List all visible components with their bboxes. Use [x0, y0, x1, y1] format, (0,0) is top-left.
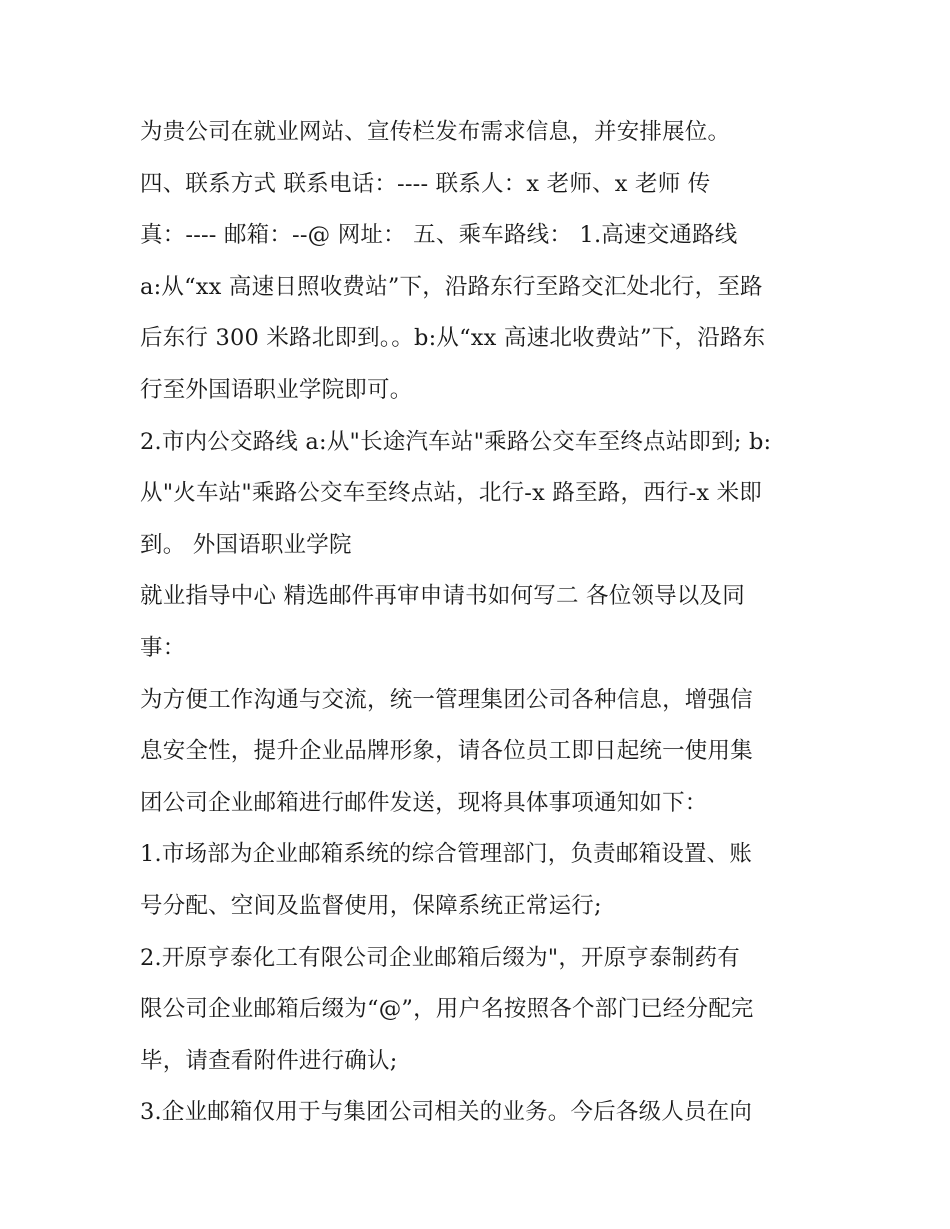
text-line: 为贵公司在就业网站、宣传栏发布需求信息，并安排展位。	[140, 119, 731, 145]
text-line: 号分配、空间及监督使用，保障系统正常运行;	[140, 892, 602, 919]
text-line: 为方便工作沟通与交流，统一管理集团公司各种信息，增强信	[140, 686, 753, 713]
text-line: 限公司企业邮箱后缀为“@”，用户名按照各个部门已经分配完	[140, 996, 754, 1023]
text-line: 团公司企业邮箱进行邮件发送，现将具体事项通知如下：	[140, 789, 708, 816]
text-line: 2.开原亨泰化工有限公司企业邮箱后缀为"，开原亨泰制药有	[140, 944, 740, 971]
text-line: 息安全性，提升企业品牌形象，请各位员工即日起统一使用集	[140, 738, 753, 765]
text-line: 后东行 300 米路北即到。。b:从“xx 高速北收费站”下，沿路东	[140, 325, 766, 352]
text-line: 行至外国语职业学院即可。	[140, 376, 413, 403]
text-line: 2.市内公交路线 a:从"长途汽车站"乘路公交车至终点站即到; b:	[140, 428, 772, 455]
text-line: 事：	[140, 634, 186, 661]
text-line: 真：---- 邮箱：--@ 网址： 五、乘车路线： 1.高速交通路线	[140, 222, 738, 249]
document-body	[140, 107, 820, 1139]
text-line: 四、联系方式 联系电话：---- 联系人：x 老师、x 老师 传	[140, 170, 711, 197]
text-line: 就业指导中心 精选邮件再审申请书如何写二 各位领导以及同	[140, 583, 745, 610]
text-line: 3.企业邮箱仅用于与集团公司相关的业务。今后各级人员在向	[140, 1099, 753, 1126]
text-line: 从"火车站"乘路公交车至终点站，北行-x 路至路，西行-x 米即	[140, 480, 762, 507]
text-line: a:从“xx 高速日照收费站”下，沿路东行至路交汇处北行，至路	[140, 273, 763, 300]
text-line: 毕，请查看附件进行确认;	[140, 1047, 398, 1074]
text-line: 1.市场部为企业邮箱系统的综合管理部门，负责邮箱设置、账	[140, 841, 753, 868]
text-line: 到。 外国语职业学院	[140, 531, 352, 558]
